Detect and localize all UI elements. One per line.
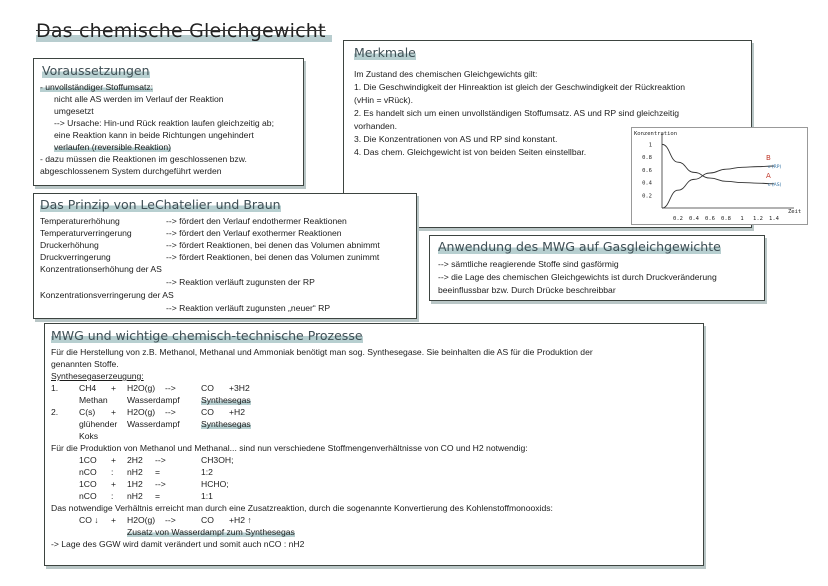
eq1-a: 1CO xyxy=(79,455,97,465)
r2-arrow: --> xyxy=(165,407,176,417)
y-tick-label: 0.4 xyxy=(642,180,652,187)
eq5-b: H2O(g) xyxy=(127,515,156,525)
m-line-4: 2. Es handelt sich um einen unvollständigen Stoffumsatz. AS und RP sind gleichzeitig xyxy=(354,108,680,118)
v-line-6: verlaufen (reversible Reaktion) xyxy=(54,142,172,152)
eq5-arrow: --> xyxy=(165,515,176,525)
r2-c: CO xyxy=(201,407,214,417)
chart-svg xyxy=(632,128,807,224)
x-tick-label: 1 xyxy=(740,216,744,222)
mwg-gas-line-3: beeinflussbar bzw. Durch Drücke beschreibbar xyxy=(438,285,616,295)
eq2-op: : xyxy=(111,467,114,477)
mwg-gas-heading: Anwendung des MWG auf Gasgleichgewichte xyxy=(438,239,721,254)
eq5-a: CO ↓ xyxy=(79,515,99,525)
tech-zus-line: Das notwendige Verhältnis erreicht man durch eine Zusatzreaktion, durch die sogenannte Konvertierung des Kohlenstoffmonooxids: xyxy=(51,503,553,513)
lc-konz-down-result: --> Reaktion verläuft zugunsten „neuer“ RP xyxy=(166,303,331,313)
r1-d: +3H2 xyxy=(229,383,250,393)
lc-row-4-label: Druckverringerung xyxy=(40,252,111,262)
eq1-b: 2H2 xyxy=(127,455,143,465)
eq5-d: +H2 ↑ xyxy=(229,515,252,525)
series-label-A: A xyxy=(766,171,771,180)
eq2-b: nH2 xyxy=(127,467,143,477)
eq2-ratio: 1:2 xyxy=(201,467,213,477)
mwg-tech-box xyxy=(44,323,704,566)
lc-konz-up-result: --> Reaktion verläuft zugunsten der RP xyxy=(166,277,315,287)
lc-row-2-label: Temperaturverringerung xyxy=(40,228,132,238)
x-tick-label: 0.4 xyxy=(689,216,699,222)
r1-c2: Synthesegas xyxy=(201,395,251,405)
m-line-5: vorhanden. xyxy=(354,121,398,131)
eq5-c: CO xyxy=(201,515,214,525)
voraussetzungen-heading: Voraussetzungen xyxy=(42,63,150,78)
r1-num: 1. xyxy=(51,383,59,393)
mwg-gas-box xyxy=(429,235,765,301)
m-line-3: (vHin = vRück). xyxy=(354,95,413,105)
eq4-ratio: 1:1 xyxy=(201,491,213,501)
eq4-eq: = xyxy=(155,491,161,501)
r2-plus: + xyxy=(111,407,117,417)
eq3-arrow: --> xyxy=(155,479,166,489)
r1-a: CH4 xyxy=(79,383,97,393)
v-line-2: nicht alle AS werden im Verlauf der Reaktion xyxy=(54,94,224,104)
v-line-4: --> Ursache: Hin-und Rück reaktion laufen gleichzeitig ab; xyxy=(54,118,274,128)
mwg-gas-line-1: --> sämtliche reagierende Stoffe sind gasförmig xyxy=(438,259,619,269)
x-tick-label: 0.6 xyxy=(705,216,715,222)
eq1-op: + xyxy=(111,455,117,465)
lc-row-3-value: --> fördert Reaktionen, bei denen das Volumen abnimmt xyxy=(166,240,380,250)
lechatelier-box xyxy=(33,193,417,319)
lc-row-3-label: Druckerhöhung xyxy=(40,240,99,250)
m-line-1: Im Zustand des chemischen Gleichgewichts gilt: xyxy=(354,69,538,79)
tech-intro-1: Für die Herstellung von z.B. Methanol, Methanal und Ammoniak benötigt man sog. Synthesegase. Sie beinhalten die AS für die Produktion der xyxy=(51,347,593,357)
x-tick-label: 0.8 xyxy=(721,216,731,222)
lc-row-4-value: --> fördert Reaktionen, bei denen das Volumen zunimmt xyxy=(166,252,380,262)
eq2-a: nCO xyxy=(79,467,97,477)
series-line-B xyxy=(662,166,774,208)
x-tick-label: 1.2 xyxy=(753,216,763,222)
lechatelier-heading: Das Prinzip von LeChatelier und Braun xyxy=(40,197,281,212)
v-line-7: - dazu müssen die Reaktionen im geschlossenen bzw. xyxy=(40,154,247,164)
eq3-b: 1H2 xyxy=(127,479,143,489)
r1-c: CO xyxy=(201,383,214,393)
eq1-arrow: --> xyxy=(155,455,166,465)
series-legend-A: c (AS) xyxy=(768,182,782,188)
lc-row-2-value: --> fördert den Verlauf exothermer Reaktionen xyxy=(166,228,342,238)
lc-konz-down: Konzentrationsverringerung der AS xyxy=(40,290,174,300)
eq5-op: + xyxy=(111,515,117,525)
r2-d: +H2 xyxy=(229,407,246,417)
r1-arrow: --> xyxy=(165,383,176,393)
v-line-1: - unvollständiger Stoffumsatz: xyxy=(40,82,154,92)
m-line-7: 4. Das chem. Gleichgewicht ist von beiden Seiten einstellbar. xyxy=(354,147,587,157)
lc-konz-up: Konzentrationserhöhung der AS xyxy=(40,264,162,274)
x-tick-label: 1.4 xyxy=(769,216,779,222)
m-line-2: 1. Die Geschwindigkeit der Hinreaktion ist gleich der Geschwindigkeit der Rückreaktion xyxy=(354,82,686,92)
r2-a2: glühender xyxy=(79,419,118,429)
r1-b: H2O(g) xyxy=(127,383,156,393)
eq4-b: nH2 xyxy=(127,491,143,501)
tech-last-line: -> Lage des GGW wird damit verändert und somit auch nCO : nH2 xyxy=(51,539,305,549)
chart-xlabel: Zeit xyxy=(788,209,802,215)
series-legend-B: c (RP) xyxy=(768,165,782,170)
y-tick-label: 1 xyxy=(648,142,652,149)
tech-sub-heading: Synthesegaserzeugung: xyxy=(51,371,144,381)
eq1-product: CH3OH; xyxy=(201,455,234,465)
eq4-a: nCO xyxy=(79,491,97,501)
eq3-product: HCHO; xyxy=(201,479,229,489)
eq2-eq: = xyxy=(155,467,161,477)
y-tick-label: 0.8 xyxy=(642,155,652,162)
voraussetzungen-box xyxy=(33,58,304,186)
y-tick-label: 0.2 xyxy=(642,193,652,200)
r1-a2: Methan xyxy=(79,395,108,405)
series-label-B: B xyxy=(766,154,771,162)
lc-row-1-value: --> fördert den Verlauf endothermer Reaktionen xyxy=(166,216,347,226)
eq3-op: + xyxy=(111,479,117,489)
series-line-A xyxy=(662,144,774,183)
v-line-8: abgeschlossenem System durchgeführt werden xyxy=(40,166,222,176)
page-title: Das chemische Gleichgewicht xyxy=(36,20,326,42)
lc-row-1-label: Temperaturerhöhung xyxy=(40,216,120,226)
eq4-op: : xyxy=(111,491,114,501)
r1-b2: Wasserdampf xyxy=(127,395,180,405)
r2-b2: Wasserdampf xyxy=(127,419,180,429)
tech-prod-line: Für die Produktion von Methanol und Methanal... sind nun verschiedene Stoffmengenverhältnisse von CO und H2 notwendig: xyxy=(51,443,528,453)
r2-a3: Koks xyxy=(79,431,99,441)
v-line-3: umgesetzt xyxy=(54,106,94,116)
r2-num: 2. xyxy=(51,407,59,417)
m-line-6: 3. Die Konzentrationen von AS und RP sind konstant. xyxy=(354,134,558,144)
r2-c2: Synthesegas xyxy=(201,419,251,429)
tech-intro-2: genannten Stoffe. xyxy=(51,359,119,369)
mwg-tech-heading: MWG und wichtige chemisch-technische Prozesse xyxy=(51,328,363,343)
tech-zusatz: Zusatz von Wasserdampf zum Synthesegas xyxy=(127,527,295,537)
v-line-5: eine Reaktion kann in beide Richtungen ungehindert xyxy=(54,130,254,140)
r2-b: H2O(g) xyxy=(127,407,156,417)
chart-ylabel: Konzentration xyxy=(634,131,678,137)
r2-a: C(s) xyxy=(79,407,96,417)
r1-plus: + xyxy=(111,383,117,393)
equilibrium-chart xyxy=(631,127,808,225)
eq3-a: 1CO xyxy=(79,479,97,489)
x-tick-label: 0.2 xyxy=(673,216,683,222)
merkmale-heading: Merkmale xyxy=(354,45,416,60)
y-tick-label: 0.6 xyxy=(642,167,652,174)
mwg-gas-line-2: --> die Lage des chemischen Gleichgewichts ist durch Druckveränderung xyxy=(438,272,717,282)
